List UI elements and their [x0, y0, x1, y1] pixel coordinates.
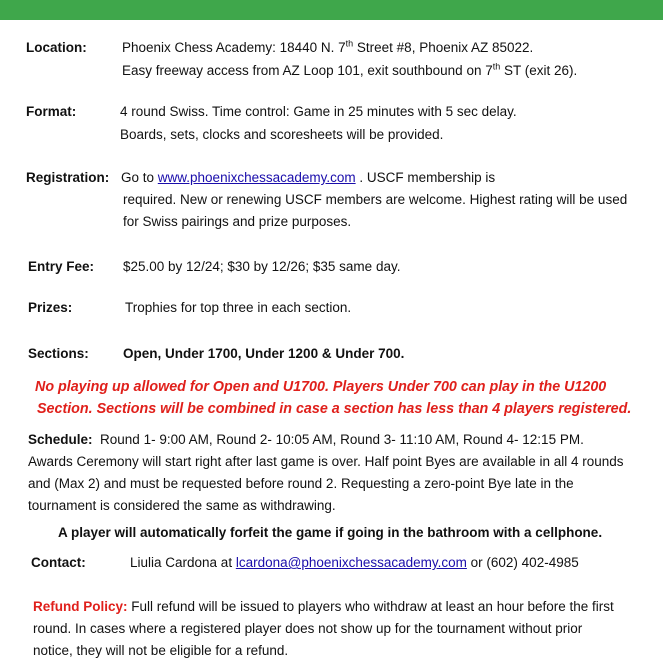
prizes-label: Prizes:: [28, 300, 73, 315]
location-line-1: Phoenix Chess Academy: 18440 N. 7th Street #8, Phoenix AZ 85022.: [122, 38, 534, 55]
refund-line-1: Refund Policy: Full refund will be issued to players who withdraw at least an hour before the first: [33, 599, 614, 614]
format-line-2: Boards, sets, clocks and scoresheets will be provided.: [120, 127, 444, 142]
contact-text: Liulia Cardona at lcardona@phoenixchessacademy.com or (602) 402-4985: [130, 555, 579, 570]
refund-line-2: round. In cases where a registered player does not show up for the tournament without prior: [33, 621, 583, 636]
registration-line-1: Go to www.phoenixchessacademy.com . USCF membership is: [121, 170, 496, 185]
notice-line-2: Section. Sections will be combined in case a section has less than 4 players registered.: [37, 401, 632, 417]
registration-line-3: for Swiss pairings and prize purposes.: [123, 214, 352, 229]
schedule-line-3: and (Max 2) and must be requested before round 2. Requesting a zero-point Bye late in the: [28, 476, 574, 491]
entry-fee-label: Entry Fee:: [28, 259, 95, 274]
format-line-1: 4 round Swiss. Time control: Game in 25 minutes with 5 sec delay.: [120, 104, 517, 119]
registration-line-2: required. New or renewing USCF members are welcome. Highest rating will be used: [123, 192, 628, 207]
refund-policy-label: Refund Policy:: [33, 599, 128, 614]
contact-email-link[interactable]: lcardona@phoenixchessacademy.com: [235, 555, 467, 570]
schedule-line-4: tournament is considered the same as withdrawing.: [28, 498, 336, 513]
location-line-2: Easy freeway access from AZ Loop 101, exit southbound on 7th ST (exit 26).: [122, 61, 578, 78]
schedule-line-1: Schedule: Round 1- 9:00 AM, Round 2- 10:05 AM, Round 3- 11:10 AM, Round 4- 12:15 PM.: [28, 432, 584, 447]
schedule-label: Schedule:: [28, 432, 93, 447]
entry-fee-text: $25.00 by 12/24; $30 by 12/26; $35 same day.: [123, 259, 401, 274]
registration-label: Registration:: [26, 170, 110, 185]
location-label: Location:: [26, 40, 87, 55]
top-color-bar: [0, 0, 663, 20]
contact-label: Contact:: [31, 555, 86, 570]
schedule-line-2: Awards Ceremony will start right after last game is over. Half point Byes are available in all 4 rounds: [28, 454, 624, 469]
sections-label: Sections:: [28, 346, 89, 361]
cellphone-rule: A player will automatically forfeit the game if going in the bathroom with a cellphone.: [58, 525, 603, 540]
format-label: Format:: [26, 104, 77, 119]
refund-line-3: notice, they will not be eligible for a refund.: [33, 643, 289, 658]
notice-line-1: No playing up allowed for Open and U1700. Players Under 700 can play in the U1200: [35, 379, 607, 395]
sections-text: Open, Under 1700, Under 1200 & Under 700.: [123, 346, 405, 361]
prizes-text: Trophies for top three in each section.: [125, 300, 352, 315]
academy-website-link[interactable]: www.phoenixchessacademy.com: [157, 170, 356, 185]
